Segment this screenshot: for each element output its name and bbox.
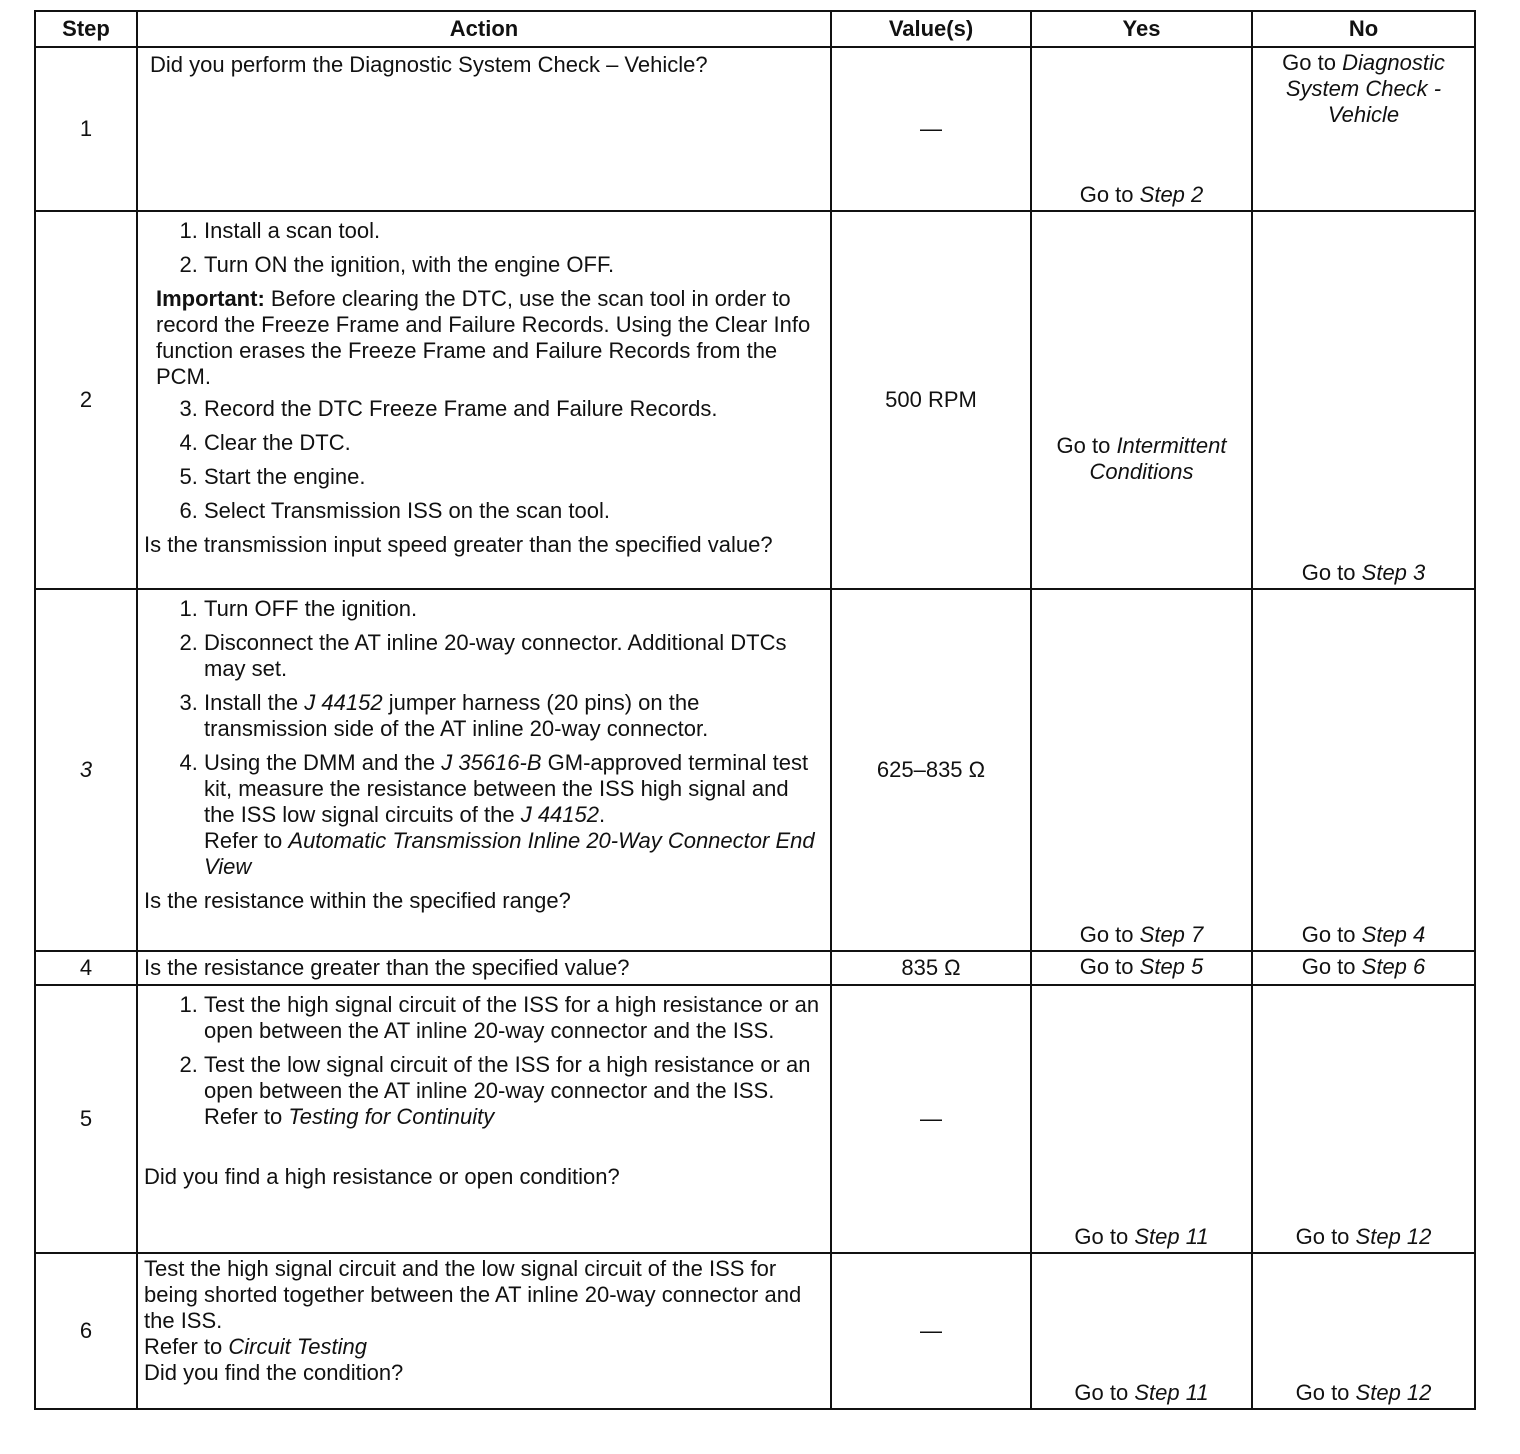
- no-cell: [1252, 211, 1475, 589]
- procedure-step: 1. Test the high signal circuit of the ISS for a high resistance or an open between the AT inline 20-way connector and the ISS.: [204, 992, 824, 1044]
- procedure-text: Test the low signal circuit of the ISS for a high resistance or an open between the AT inline 20-way connector and the ISS.: [204, 1052, 811, 1103]
- value-cell: 625–835 Ω: [831, 589, 1031, 951]
- question-text: Did you find a high resistance or open condition?: [144, 1164, 620, 1189]
- no-target-link[interactable]: Step 6: [1361, 954, 1426, 979]
- no-cell: [1252, 47, 1475, 211]
- go-to-label: Go to: [1301, 922, 1356, 947]
- no-target-link[interactable]: Step 12: [1355, 1224, 1432, 1249]
- procedure-list: [144, 218, 824, 278]
- refer-link[interactable]: Testing for Continuity: [288, 1104, 495, 1129]
- go-to-label: Go to: [1074, 1380, 1129, 1405]
- procedure-step: 5. Start the engine.: [204, 464, 824, 490]
- table-row: [35, 951, 1475, 985]
- no-cell: [1252, 589, 1475, 951]
- procedure-text: Test the high signal circuit and the low signal circuit of the ISS for being shorted together between the AT inline 20-way connector and the ISS.: [144, 1256, 802, 1333]
- important-label: Important:: [156, 286, 265, 311]
- no-target-link[interactable]: Step 3: [1361, 560, 1426, 585]
- important-note: [144, 286, 824, 390]
- no-target-link[interactable]: Step 12: [1355, 1380, 1432, 1405]
- step-number: 6: [35, 1253, 137, 1409]
- procedure-step: 4. Clear the DTC.: [204, 430, 824, 456]
- procedure-step: 1. Turn OFF the ignition.: [204, 596, 824, 622]
- procedure-step: [204, 1052, 824, 1130]
- procedure-text: jumper harness (20 pins) on the transmission side of the AT inline 20-way connector.: [204, 690, 709, 741]
- go-to-label: Go to: [1079, 954, 1134, 979]
- value-cell: —: [831, 1253, 1031, 1409]
- action-cell: [137, 1253, 831, 1409]
- go-to-label: Go to: [1079, 922, 1134, 947]
- yes-cell: [1031, 47, 1252, 211]
- question-text: Did you perform the Diagnostic System Check – Vehicle?: [150, 52, 708, 77]
- procedure-step: 2. Disconnect the AT inline 20-way connector. Additional DTCs may set.: [204, 630, 824, 682]
- procedure-step: [204, 690, 824, 742]
- procedure-list: [144, 596, 824, 880]
- header-values: Value(s): [831, 11, 1031, 47]
- procedure-text: Install the: [204, 690, 305, 715]
- refer-to: [204, 828, 824, 880]
- no-target-link[interactable]: Step 4: [1361, 922, 1426, 947]
- header-step: Step: [35, 11, 137, 47]
- refer-link[interactable]: Circuit Testing: [228, 1334, 367, 1359]
- go-to-label: Go to: [1079, 182, 1134, 207]
- action-cell: [137, 985, 831, 1253]
- no-cell: [1252, 951, 1475, 985]
- tool-reference: J 35616-B: [441, 750, 542, 775]
- value-cell: —: [831, 47, 1031, 211]
- step-number: 1: [35, 47, 137, 211]
- procedure-list: [144, 992, 824, 1130]
- question-text: Is the resistance within the specified range?: [144, 888, 571, 913]
- tool-reference: J 44152: [520, 802, 599, 827]
- step-number-text: 3: [79, 757, 93, 782]
- procedure-step: 3. Record the DTC Freeze Frame and Failure Records.: [204, 396, 824, 422]
- tool-reference: J 44152: [304, 690, 383, 715]
- refer-to: [204, 1104, 824, 1130]
- yes-cell: [1031, 589, 1252, 951]
- procedure-step: [204, 750, 824, 880]
- go-to-label: Go to: [1295, 1380, 1350, 1405]
- procedure-step: 1. Install a scan tool.: [204, 218, 824, 244]
- yes-cell: [1031, 951, 1252, 985]
- go-to-label: Go to: [1282, 50, 1336, 75]
- diagnostic-table: [34, 10, 1476, 1410]
- value-cell: 500 RPM: [831, 211, 1031, 589]
- no-cell: [1252, 985, 1475, 1253]
- important-text: Before clearing the DTC, use the scan tool in order to record the Freeze Frame and Failure Records. Using the Clear Info function erases the Freeze Frame and Failure Records from the PCM.: [156, 286, 811, 389]
- yes-cell: [1031, 985, 1252, 1253]
- procedure-step: 2. Turn ON the ignition, with the engine OFF.: [204, 252, 824, 278]
- no-cell: [1252, 1253, 1475, 1409]
- go-to-label: Go to: [1295, 1224, 1350, 1249]
- table-row: [35, 211, 1475, 589]
- yes-target-link[interactable]: Step 2: [1139, 182, 1204, 207]
- step-number: 4: [35, 951, 137, 985]
- action-cell: [137, 589, 831, 951]
- procedure-step: 6. Select Transmission ISS on the scan tool.: [204, 498, 824, 524]
- yes-cell: [1031, 1253, 1252, 1409]
- yes-target-link[interactable]: Intermittent Conditions: [1089, 433, 1227, 484]
- diagnostic-table-page: [34, 10, 1474, 1410]
- header-action: Action: [137, 11, 831, 47]
- refer-link[interactable]: Automatic Transmission Inline 20-Way Connector End View: [204, 828, 815, 879]
- question-text: Did you find the condition?: [144, 1360, 404, 1385]
- yes-target-link[interactable]: Step 11: [1134, 1224, 1209, 1249]
- yes-target-link[interactable]: Step 7: [1139, 922, 1204, 947]
- refer-label: Refer to: [204, 1104, 283, 1129]
- procedure-text: GM-approved terminal test kit, measure the resistance between the ISS high signal and the ISS low signal circuits of the: [204, 750, 809, 827]
- procedure-text: Using the DMM and the: [204, 750, 442, 775]
- yes-cell: [1031, 211, 1252, 589]
- value-cell: —: [831, 985, 1031, 1253]
- step-number: [35, 589, 137, 951]
- action-cell: [137, 211, 831, 589]
- go-to-label: Go to: [1056, 433, 1111, 458]
- no-target-link[interactable]: Diagnostic System Check - Vehicle: [1285, 50, 1445, 127]
- header-row: [35, 11, 1475, 47]
- go-to-label: Go to: [1301, 560, 1356, 585]
- procedure-list: [144, 396, 824, 524]
- step-number: 5: [35, 985, 137, 1253]
- go-to-label: Go to: [1074, 1224, 1129, 1249]
- header-no: No: [1252, 11, 1475, 47]
- action-cell: [137, 47, 831, 211]
- step-number: 2: [35, 211, 137, 589]
- refer-label: Refer to: [144, 1334, 223, 1359]
- refer-to: [144, 1334, 824, 1360]
- yes-target-link[interactable]: Step 5: [1139, 954, 1204, 979]
- header-yes: Yes: [1031, 11, 1252, 47]
- table-row: [35, 47, 1475, 211]
- procedure-text: .: [599, 802, 606, 827]
- table-row: [35, 985, 1475, 1253]
- refer-label: Refer to: [204, 828, 283, 853]
- table-row: [35, 1253, 1475, 1409]
- value-cell: 835 Ω: [831, 951, 1031, 985]
- action-cell: [137, 951, 831, 985]
- go-to-label: Go to: [1301, 954, 1356, 979]
- table-row: [35, 589, 1475, 951]
- yes-target-link[interactable]: Step 11: [1134, 1380, 1209, 1405]
- question-text: Is the transmission input speed greater than the specified value?: [144, 532, 773, 557]
- question-text: Is the resistance greater than the specified value?: [144, 955, 630, 980]
